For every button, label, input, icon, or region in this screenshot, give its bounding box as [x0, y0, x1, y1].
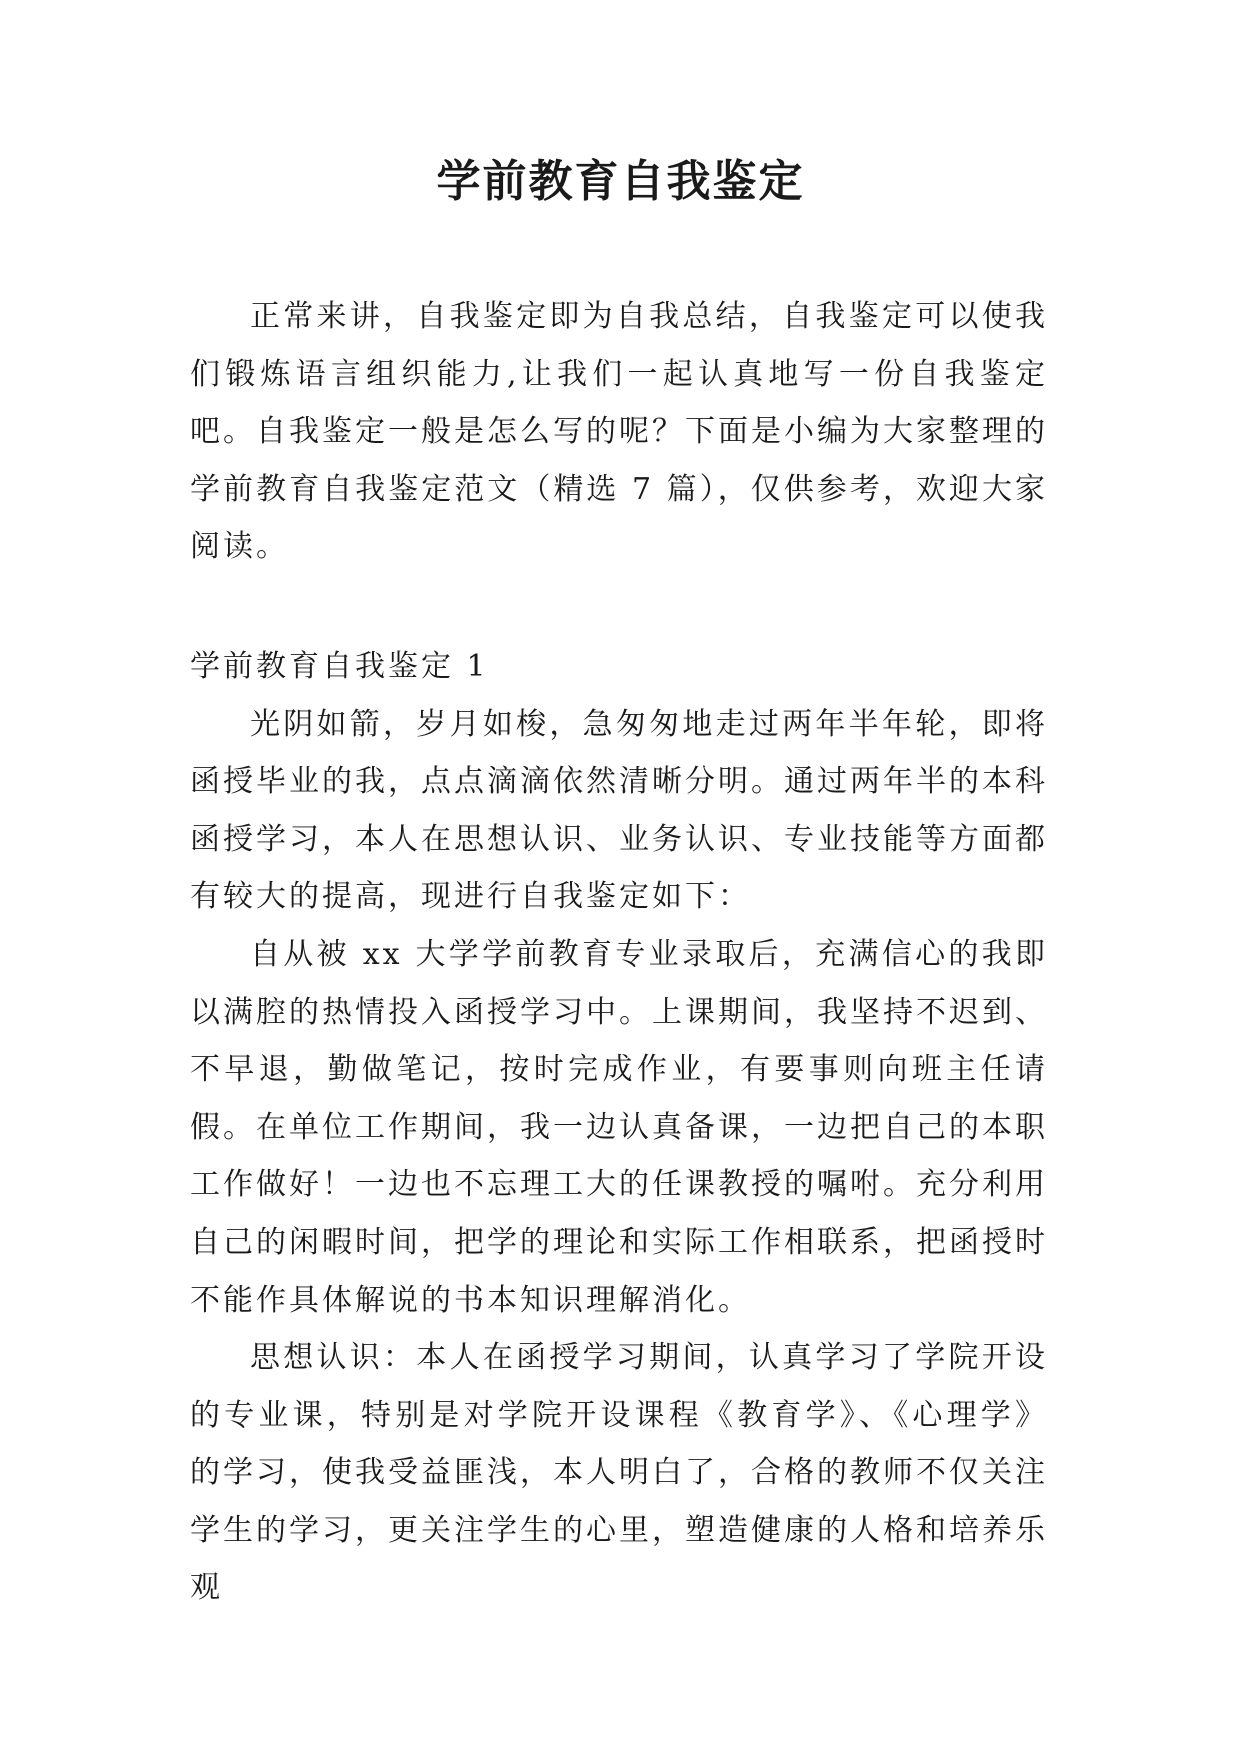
- intro-paragraph: 正常来讲，自我鉴定即为自我总结，自我鉴定可以使我们锻炼语言组织能力,让我们一起认真地写一份自我鉴定吧。自我鉴定一般是怎么写的呢？下面是小编为大家整理的学前教育自我鉴定范文（精选 7 篇），仅供参考，欢迎大家阅读。: [190, 299, 1048, 565]
- body-paragraph: 思想认识：本人在函授学习期间，认真学习了学院开设的专业课，特别是对学院开设课程《教育学》、《心理学》的学习，使我受益匪浅，本人明白了，合格的教师不仅关注学生的学习，更关注学生的心里，塑造健康的人格和培养乐观: [190, 1340, 1048, 1606]
- body-paragraph: 光阴如箭，岁月如梭，急匆匆地走过两年半年轮，即将函授毕业的我，点点滴滴依然清晰分明。通过两年半的本科函授学习，本人在思想认识、业务认识、专业技能等方面都有较大的提高，现进行自我鉴定如下：: [190, 706, 1048, 915]
- document-title: 学前教育自我鉴定: [436, 156, 805, 207]
- document-body: [190, 288, 1048, 1617]
- section-heading: 学前教育自我鉴定 1: [190, 648, 489, 684]
- body-paragraph: 自从被 xx 大学学前教育专业录取后，充满信心的我即以满腔的热情投入函授学习中。上课期间，我坚持不迟到、不早退，勤做笔记，按时完成作业，有要事则向班主任请假。在单位工作期间，我一边认真备课，一边把自己的本职工作做好！一边也不忘理工大的任课教授的嘱咐。充分利用自己的闲暇时间，把学的理论和实际工作相联系，把函授时不能作具体解说的书本知识理解消化。: [190, 936, 1048, 1318]
- section-spacer: [190, 576, 1048, 638]
